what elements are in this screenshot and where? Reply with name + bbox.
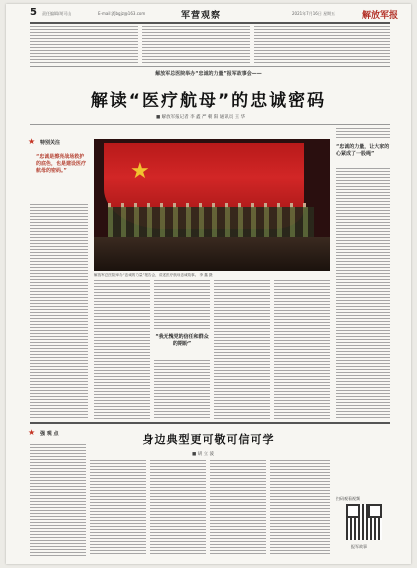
mid-quote: “我无愧党的信任和群众的期盼” xyxy=(155,334,209,347)
side-quote: “忠诚的力量，让大家的心紧成了一股绳” xyxy=(336,144,390,157)
stage-floor xyxy=(94,237,330,271)
editor-info: 责任编辑/胡可山 xyxy=(42,11,72,16)
text-column xyxy=(214,280,270,419)
article-headline: 解读“医疗航母”的忠诚密码 xyxy=(90,91,327,111)
text-column xyxy=(30,444,86,556)
text-block xyxy=(142,26,250,64)
text-column xyxy=(154,360,210,419)
stage-photo xyxy=(94,139,330,271)
text-block xyxy=(336,128,390,140)
divider xyxy=(30,124,390,125)
performers xyxy=(108,207,314,241)
issue-date: 2021年7月16日 星期五 xyxy=(292,11,336,16)
text-column xyxy=(210,460,266,556)
text-column xyxy=(90,460,146,556)
text-column xyxy=(150,460,206,556)
pull-quote: “忠诚是擦亮战场救护的底色，也是建设医疗航母的密码。” xyxy=(36,154,87,174)
divider xyxy=(30,66,390,67)
text-block xyxy=(254,26,390,64)
page-number: 5 xyxy=(30,7,37,18)
photo-caption: 解放军总医院举办“忠诚的力量”报告会，讲述医疗航母忠诚故事。 李 鑫 摄 xyxy=(94,273,213,277)
page-header xyxy=(6,4,411,24)
newspaper-page xyxy=(6,4,411,564)
article-subtitle: 解放军总医院举办“忠诚的力量”报军故事会—— xyxy=(155,71,262,77)
star-icon: ★ xyxy=(28,428,36,437)
column-tag: 特别关注 xyxy=(40,140,61,146)
star-icon: ★ xyxy=(28,137,36,146)
text-column xyxy=(274,280,330,419)
masthead-logo: 解放军报 xyxy=(362,11,399,21)
flag-star-icon: ★ xyxy=(130,159,150,184)
header-rule xyxy=(30,22,390,24)
second-byline: ■ 胡 立 波 xyxy=(192,452,215,457)
text-column xyxy=(270,460,330,556)
text-column xyxy=(30,204,88,419)
email-info: E-mail:jfjbgjz@163.com xyxy=(98,11,146,16)
text-column xyxy=(154,280,210,330)
text-block xyxy=(30,26,138,64)
text-column xyxy=(94,280,150,419)
section-title: 军营观察 xyxy=(181,11,222,21)
section-rule xyxy=(30,422,390,424)
text-column xyxy=(336,168,390,419)
qr-label: 扫码观看视频 xyxy=(336,496,360,501)
qr-code-icon[interactable] xyxy=(346,504,382,540)
column-tag: 强 观 点 xyxy=(40,431,59,437)
qr-caption: 报军故事 xyxy=(351,544,367,549)
article-byline: ■ 解放军报记者 李 鑫 严 朝 阳 通讯员 王 华 xyxy=(156,115,246,120)
second-headline: 身边典型更可敬可信可学 xyxy=(142,433,275,446)
